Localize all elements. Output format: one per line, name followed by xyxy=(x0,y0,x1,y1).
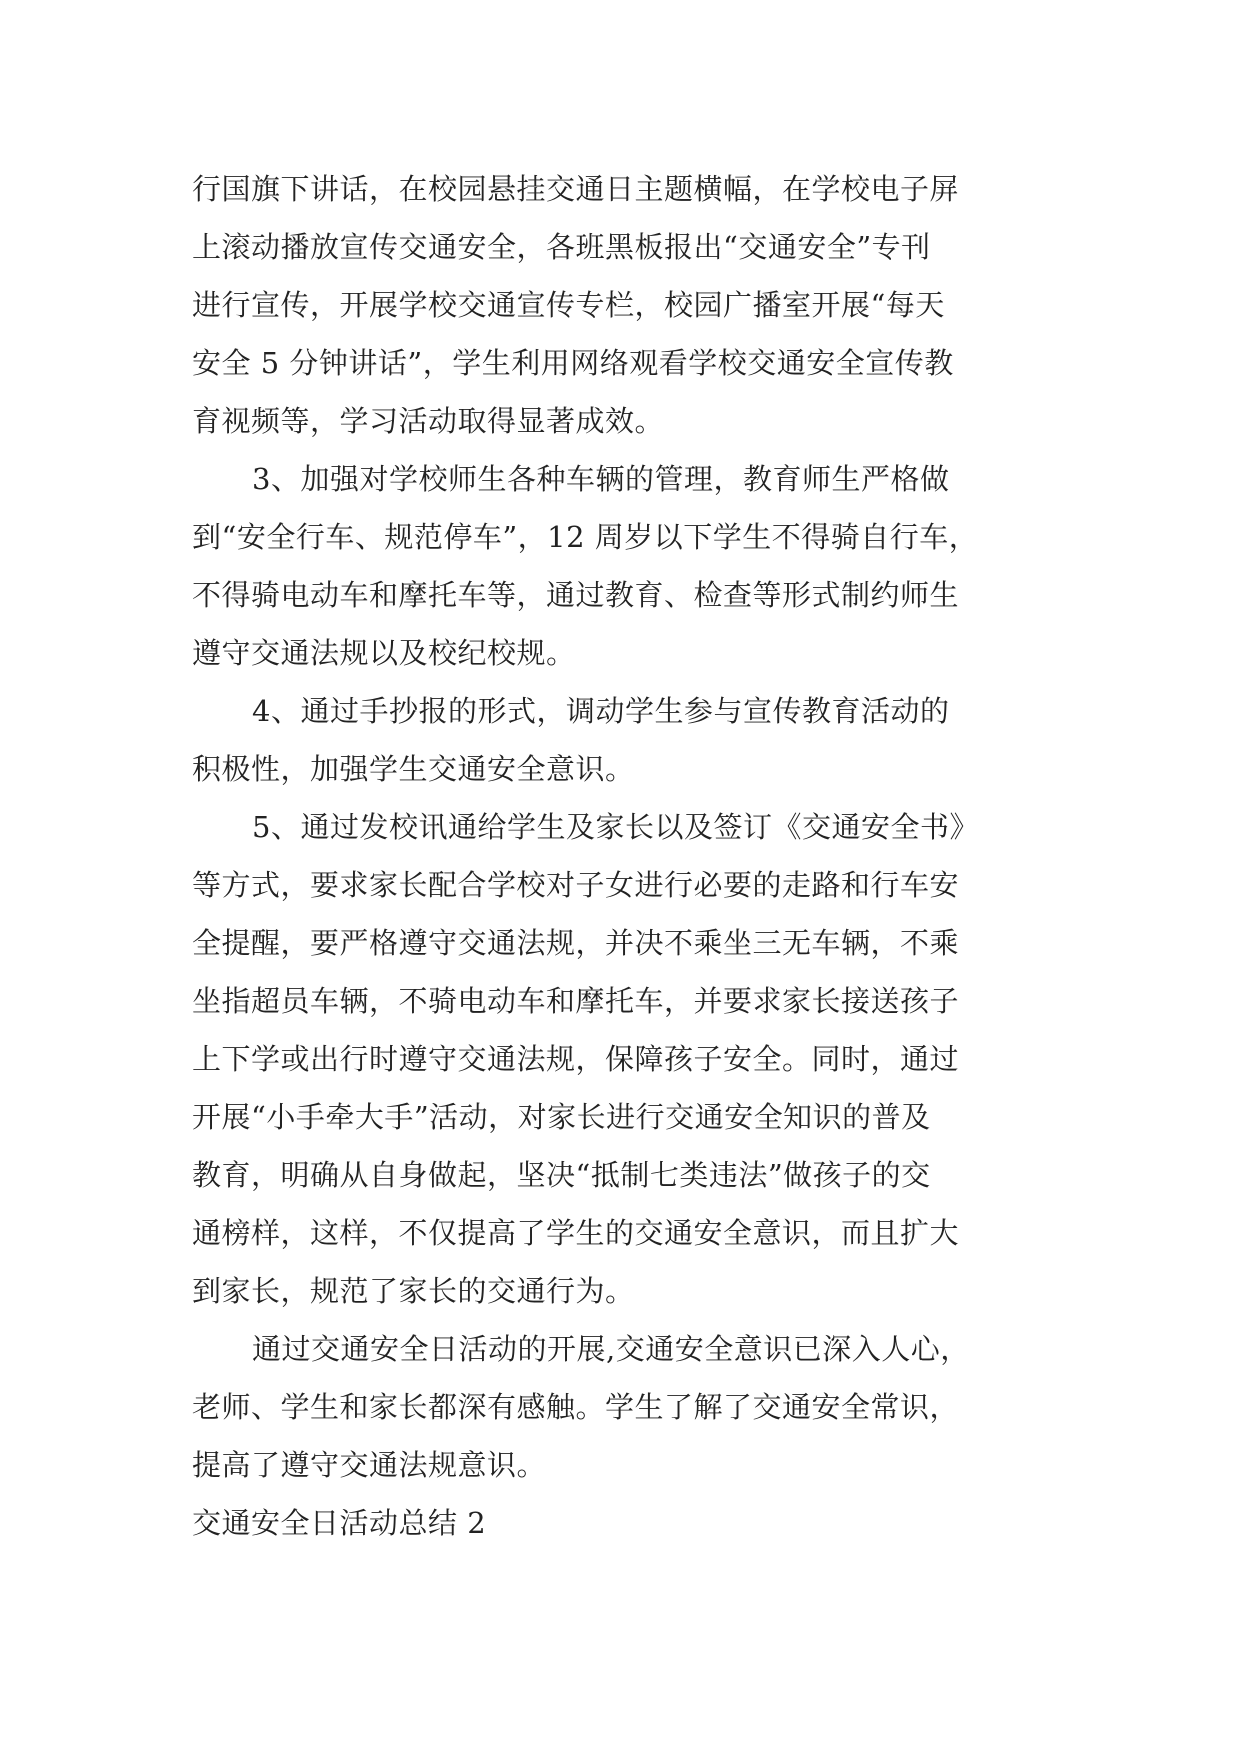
text-line: 遵守交通法规以及校纪校规。 xyxy=(192,636,576,670)
text-line: 5、通过发校讯通给学生及家长以及签订《交通安全书》 xyxy=(252,810,979,844)
paragraph-2 xyxy=(192,450,1052,682)
text-line: 老师、学生和家长都深有感触。学生了解了交通安全常识， xyxy=(192,1390,960,1424)
text-line: 上下学或出行时遵守交通法规，保障孩子安全。同时，通过 xyxy=(192,1042,960,1076)
text-line: 4、通过手抄报的形式，调动学生参与宣传教育活动的 xyxy=(252,694,950,728)
text-line: 安全 5 分钟讲话”，学生利用网络观看学校交通安全宣传教 xyxy=(192,346,954,380)
text-line: 到家长，规范了家长的交通行为。 xyxy=(192,1274,635,1308)
paragraph-4 xyxy=(192,798,1052,1320)
paragraph-5 xyxy=(192,1320,1052,1494)
section-title: 交通安全日活动总结 2 xyxy=(192,1506,487,1540)
text-line: 等方式，要求家长配合学校对子女进行必要的走路和行车安 xyxy=(192,868,960,902)
text-line: 3、加强对学校师生各种车辆的管理，教育师生严格做 xyxy=(252,462,950,496)
text-line: 全提醒，要严格遵守交通法规，并决不乘坐三无车辆，不乘 xyxy=(192,926,960,960)
text-line: 积极性，加强学生交通安全意识。 xyxy=(192,752,635,786)
text-line: 到“安全行车、规范停车”，12 周岁以下学生不得骑自行车， xyxy=(192,520,979,554)
text-line: 开展“小手牵大手”活动，对家长进行交通安全知识的普及 xyxy=(192,1100,931,1134)
document-body xyxy=(192,160,1052,1552)
text-line: 通榜样，这样，不仅提高了学生的交通安全意识，而且扩大 xyxy=(192,1216,960,1250)
text-line: 不得骑电动车和摩托车等，通过教育、检查等形式制约师生 xyxy=(192,578,960,612)
text-line: 坐指超员车辆，不骑电动车和摩托车，并要求家长接送孩子 xyxy=(192,984,960,1018)
text-line: 上滚动播放宣传交通安全，各班黑板报出“交通安全”专刊 xyxy=(192,230,931,264)
text-line: 提高了遵守交通法规意识。 xyxy=(192,1448,547,1482)
paragraph-1 xyxy=(192,160,1052,450)
text-line: 行国旗下讲话，在校园悬挂交通日主题横幅，在学校电子屏 xyxy=(192,172,960,206)
text-line: 育视频等，学习活动取得显著成效。 xyxy=(192,404,665,438)
paragraph-3 xyxy=(192,682,1052,798)
text-line: 进行宣传，开展学校交通宣传专栏，校园广播室开展“每天 xyxy=(192,288,945,322)
text-line: 教育，明确从自身做起，坚决“抵制七类违法”做孩子的交 xyxy=(192,1158,931,1192)
text-line: 通过交通安全日活动的开展,交通安全意识已深入人心， xyxy=(252,1332,970,1366)
